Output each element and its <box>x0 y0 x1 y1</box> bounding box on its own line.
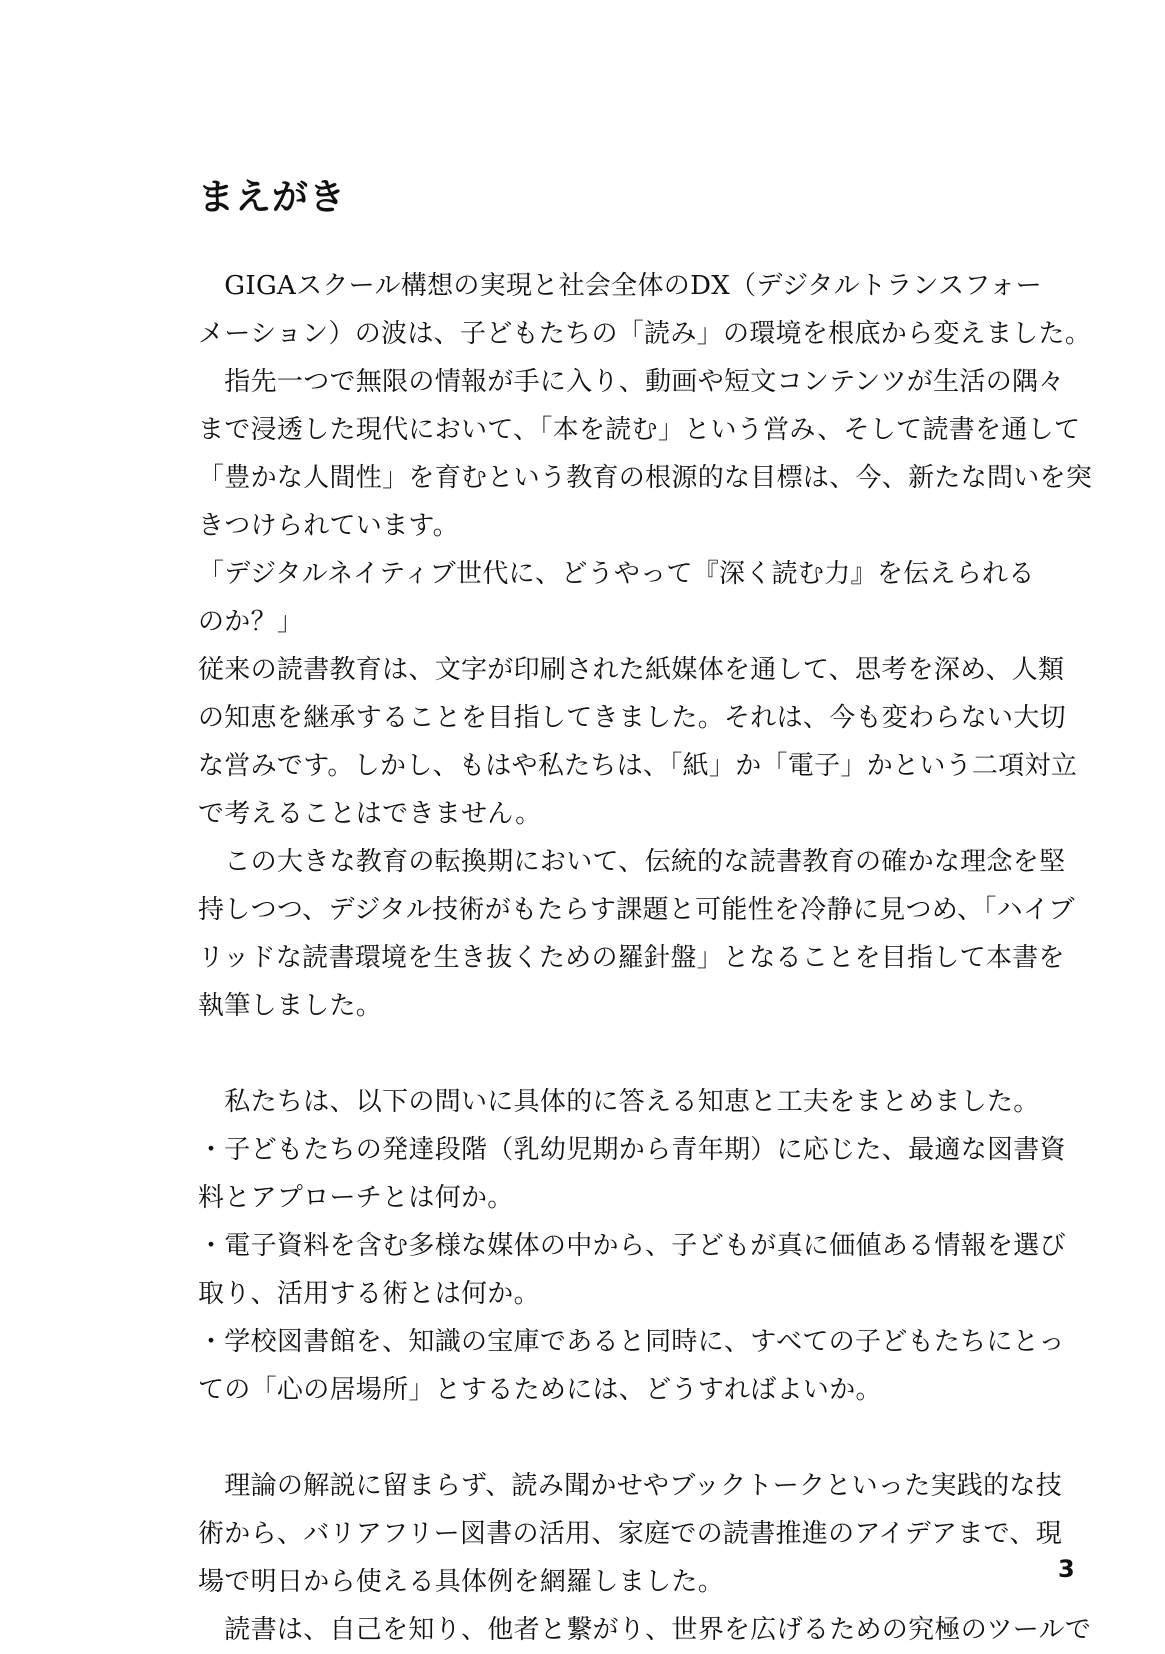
text-line: 指先一つで無限の情報が手に入り、動画や短文コンテンツが生活の隅々 <box>198 367 1065 397</box>
paragraph-gap <box>198 1414 1038 1462</box>
list-item: ・電子資料を含む多様な媒体の中から、子どもが真に価値ある情報を選び <box>198 1231 1066 1261</box>
text-line: 読書は、自己を知り、他者と繋がり、世界を広げるための究極のツールで <box>198 1615 1092 1645</box>
page-title: まえがき <box>198 177 347 218</box>
text-line: 従来の読書教育は、文字が印刷された紙媒体を通して、思考を深め、人類 <box>198 655 1065 685</box>
text-line: 私たちは、以下の問いに具体的に答える知恵と工夫をまとめました。 <box>198 1087 1040 1117</box>
text-line: 執筆しました。 <box>198 991 383 1021</box>
text-line: リッドな読書環境を生き抜くための羅針盤」となることを目指して本書を <box>198 943 1065 973</box>
text-line: で考えることはできません。 <box>198 799 542 829</box>
text-line: 取り、活用する術とは何か。 <box>198 1279 540 1309</box>
text-line: 持しつつ、デジタル技術がもたらす課題と可能性を冷静に見つめ、「ハイブ <box>198 895 1075 925</box>
text-line: 料とアプローチとは何か。 <box>198 1183 514 1213</box>
text-line: 理論の解説に留まらず、読み聞かせやブックトークといった実践的な技 <box>198 1471 1063 1501</box>
text-line: な営みです。しかし、もはや私たちは、「紙」か「電子」かという二項対立 <box>198 751 1078 781</box>
text-line: 「豊かな人間性」を育むという教育の根源的な目標は、今、新たな問いを突 <box>198 463 1093 493</box>
page-number: 3 <box>1058 1555 1075 1583</box>
text-line: GIGAスクール構想の実現と社会全体のDX（デジタルトランスフォー <box>198 271 1042 301</box>
body-text <box>198 262 1093 1654</box>
text-line: の知恵を継承することを目指してきました。それは、今も変わらない大切 <box>198 703 1066 733</box>
list-item: ・子どもたちの発達段階（乳幼児期から青年期）に応じた、最適な図書資 <box>198 1135 1066 1165</box>
text-line: この大きな教育の転換期において、伝統的な読書教育の確かな理念を堅 <box>198 847 1066 877</box>
text-line: 「デジタルネイティブ世代に、どうやって『深く読む力』を伝えられる <box>198 559 1035 589</box>
text-line: まで浸透した現代において、「本を読む」という営み、そして読書を通して <box>198 415 1081 445</box>
text-line: ての「心の居場所」とするためには、どうすればよいか。 <box>198 1375 882 1405</box>
list-item: ・学校図書館を、知識の宝庫であると同時に、すべての子どもたちにとっ <box>198 1327 1065 1357</box>
text-line: 術から、バリアフリー図書の活用、家庭での読書推進のアイデアまで、現 <box>198 1519 1063 1549</box>
text-line: きつけられています。 <box>198 511 459 541</box>
text-line: のか？」 <box>198 607 304 637</box>
text-line: メーション）の波は、子どもたちの「読み」の環境を根底から変えました。 <box>198 319 1092 349</box>
paragraph-gap <box>198 1030 1038 1078</box>
text-line: 場で明日から使える具体例を網羅しました。 <box>198 1567 725 1597</box>
